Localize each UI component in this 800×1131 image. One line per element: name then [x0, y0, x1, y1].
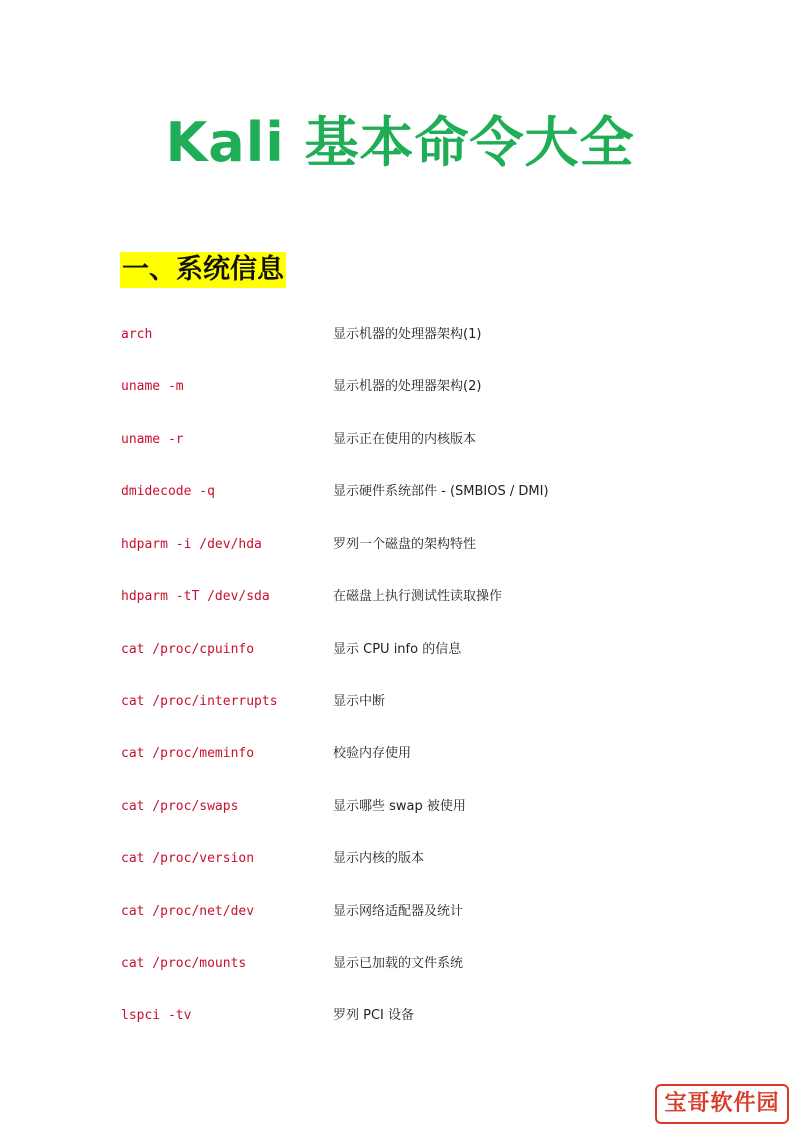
command-row: [0, 900, 800, 924]
command-row: [0, 375, 800, 399]
command-text: cat /proc/net/dev: [121, 904, 255, 919]
command-description: 罗列 PCI 设备: [333, 1008, 415, 1023]
command-row: [0, 323, 800, 347]
command-row: [0, 847, 800, 871]
command-text: lspci -tv: [121, 1008, 192, 1023]
command-text: cat /proc/meminfo: [121, 746, 255, 761]
command-text: arch: [121, 327, 153, 342]
command-description: 显示机器的处理器架构(2): [333, 379, 482, 394]
command-text: uname -r: [121, 432, 184, 447]
command-row: [0, 638, 800, 662]
command-text: cat /proc/swaps: [121, 799, 239, 814]
command-description: 显示机器的处理器架构(1): [333, 327, 482, 342]
command-text: hdparm -tT /dev/sda: [121, 589, 270, 604]
section-heading: 一、系统信息: [120, 252, 286, 288]
watermark-text: 宝哥软件园: [664, 1091, 780, 1116]
command-text: cat /proc/version: [121, 851, 255, 866]
command-description: 显示 CPU info 的信息: [333, 642, 462, 657]
command-description: 显示硬件系统部件 - (SMBIOS / DMI): [333, 484, 549, 499]
command-text: dmidecode -q: [121, 484, 215, 499]
command-row: [0, 1004, 800, 1028]
command-row: [0, 690, 800, 714]
command-text: hdparm -i /dev/hda: [121, 537, 262, 552]
command-text: uname -m: [121, 379, 184, 394]
command-description: 显示中断: [333, 694, 386, 709]
command-text: cat /proc/cpuinfo: [121, 642, 255, 657]
watermark-logo: [655, 1084, 789, 1124]
command-description: 显示哪些 swap 被使用: [333, 799, 466, 814]
command-description: 显示正在使用的内核版本: [333, 432, 477, 447]
command-description: 显示网络适配器及统计: [333, 904, 464, 919]
command-row: [0, 585, 800, 609]
command-description: 显示内核的版本: [333, 851, 425, 866]
page-title: Kali 基本命令大全: [165, 111, 635, 174]
command-row: [0, 533, 800, 557]
command-row: [0, 952, 800, 976]
command-text: cat /proc/interrupts: [121, 694, 278, 709]
command-row: [0, 428, 800, 452]
command-description: 在磁盘上执行测试性读取操作: [333, 589, 503, 604]
command-row: [0, 795, 800, 819]
command-description: 校验内存使用: [333, 746, 412, 761]
command-text: cat /proc/mounts: [121, 956, 247, 971]
command-description: 罗列一个磁盘的架构特性: [333, 537, 477, 552]
command-row: [0, 742, 800, 766]
command-description: 显示已加载的文件系统: [333, 956, 464, 971]
command-row: [0, 480, 800, 504]
